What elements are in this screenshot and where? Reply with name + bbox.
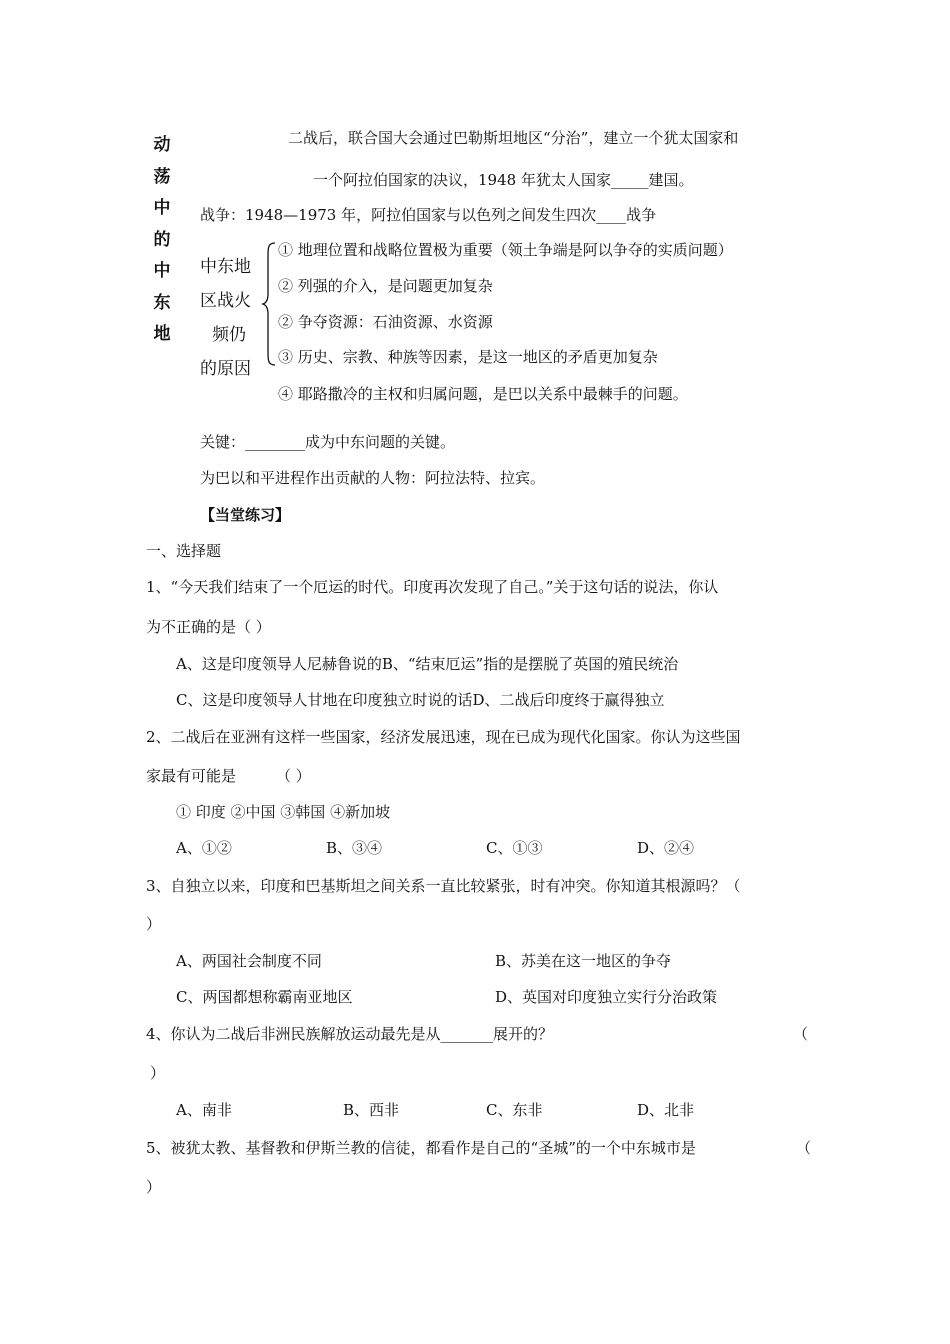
- q1-stem-line-1: 1、“今天我们结束了一个厄运的时代。印度再次发现了自己。”关于这句话的说法，你认: [146, 578, 719, 596]
- reason-2: ② 列强的介入，是问题更加复杂: [278, 277, 493, 295]
- reason-5: ④ 耶路撒冷的主权和归属问题，是巴以关系中最棘手的问题。: [278, 385, 688, 403]
- reason-1: ① 地理位置和战略位置极为重要（领土争端是阿以争夺的实质问题）: [278, 241, 733, 259]
- contributors-line: 为巴以和平进程作出贡献的人物：阿拉法特、拉宾。: [200, 469, 546, 487]
- war-line: 战争：1948—1973 年，阿拉伯国家与以色列之间发生四次____战争: [200, 206, 657, 224]
- q1-options-ab: A、这是印度领导人尼赫鲁说的B、“结束厄运”指的是摆脱了英国的殖民统治: [176, 655, 679, 673]
- q2-option-d: D、②④: [637, 839, 695, 857]
- q2-answer-paren: （ ）: [276, 767, 311, 785]
- q3-stem-line-1: 3、自独立以来，印度和巴基斯坦之间关系一直比较紧张，时有冲突。你知道其根源吗？（: [146, 877, 741, 895]
- reasons-label-line: 频仍: [212, 325, 246, 345]
- q1-options-cd: C、这是印度领导人甘地在印度独立时说的话D、二战后印度终于赢得独立: [176, 691, 665, 709]
- q4-option-c: C、东非: [486, 1101, 543, 1119]
- q4-option-b: B、西非: [343, 1101, 400, 1119]
- q4-option-a: A、南非: [176, 1101, 232, 1119]
- q3-option-a: A、两国社会制度不同: [176, 952, 322, 970]
- exercise-heading: 【当堂练习】: [200, 506, 291, 524]
- title-char: 中: [153, 261, 171, 281]
- title-char: 动: [153, 135, 171, 155]
- title-char: 的: [153, 229, 171, 250]
- q2-option-a: A、①②: [176, 839, 232, 857]
- q3-option-b: B、苏美在这一地区的争夺: [495, 952, 672, 970]
- title-char: 中: [153, 198, 171, 218]
- reasons-label-line: 区战火: [200, 291, 251, 311]
- q5-stem-line-2: ）: [146, 1178, 162, 1196]
- q4-stem-line-1: 4、你认为二战后非洲民族解放运动最先是从_______展开的？: [146, 1025, 554, 1043]
- intro-line-1: 二战后，联合国大会通过巴勒斯坦地区“分治”，建立一个犹太国家和: [288, 129, 739, 147]
- section-heading: 一、选择题: [146, 542, 222, 560]
- key-line: 关键：________成为中东问题的关键。: [200, 433, 456, 451]
- q4-paren-open: （: [793, 1025, 809, 1043]
- q4-option-d: D、北非: [637, 1101, 695, 1119]
- q5-stem-line-1: 5、被犹太教、基督教和伊斯兰教的信徒，都看作是自己的“圣城”的一个中东城市是: [146, 1139, 696, 1157]
- q3-stem-line-2: ）: [146, 915, 162, 933]
- title-char: 地: [153, 324, 171, 344]
- intro-line-2: 一个阿拉伯国家的决议，1948 年犹太人国家_____建国。: [313, 171, 694, 189]
- q4-stem-line-2: ）: [150, 1064, 166, 1082]
- reason-3: ② 争夺资源：石油资源、水资源: [278, 313, 493, 331]
- section-title-vertical: [150, 130, 174, 351]
- reasons-label-line: 的原因: [200, 359, 251, 379]
- q2-option-c: C、①③: [486, 839, 543, 857]
- curly-brace: [262, 242, 276, 366]
- q2-items: ① 印度 ②中国 ③韩国 ④新加坡: [176, 803, 391, 821]
- q2-option-b: B、③④: [326, 839, 383, 857]
- reason-4: ③ 历史、宗教、种族等因素，是这一地区的矛盾更加复杂: [278, 348, 658, 366]
- q2-stem-line-2: 家最有可能是: [146, 767, 237, 785]
- title-char: 东: [153, 292, 171, 313]
- q2-stem-line-1: 2、二战后在亚洲有这样一些国家，经济发展迅速，现在已成为现代化国家。你认为这些国: [146, 728, 741, 746]
- q1-stem-line-2: 为不正确的是（ ）: [146, 618, 271, 636]
- q5-paren-open: （: [796, 1139, 812, 1157]
- q3-option-d: D、英国对印度独立实行分治政策: [495, 988, 718, 1006]
- q3-option-c: C、两国都想称霸南亚地区: [176, 988, 353, 1006]
- reasons-label: [200, 250, 264, 379]
- title-char: 荡: [153, 166, 171, 187]
- reasons-label-line: 中东地: [200, 257, 251, 277]
